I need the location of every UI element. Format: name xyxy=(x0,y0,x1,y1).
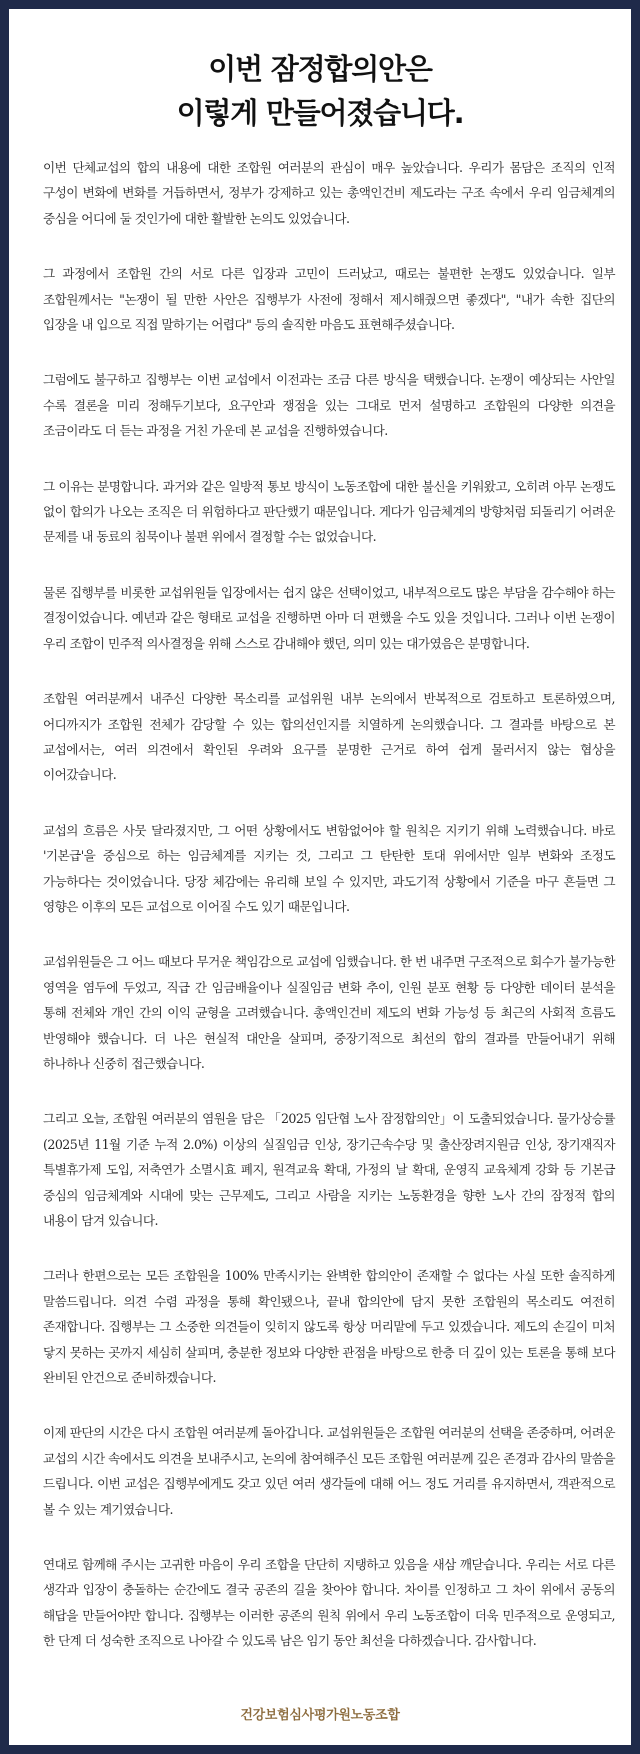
title-line-2: 이렇게 만들어졌습니다. xyxy=(176,96,464,130)
paragraph: 이제 판단의 시간은 다시 조합원 여러분께 돌아갑니다. 교섭위원들은 조합원 여러분의 선택을 존중하며, 어려운 교섭의 시간 속에서도 의견을 보내주시고, 논의에 참여해주신 모든 조합원 여러분께 깊은 존경과 감사의 말씀을 드립니다. 이번 교섭은 집행부에게도 갖고 있던 여러 생각들에 대해 어느 정도 거리를 유지하면서, 객관적으로 볼 수 있는 계기였습니다. xyxy=(43,1425,615,1517)
paragraph: 물론 집행부를 비롯한 교섭위원들 입장에서는 쉽지 않은 선택이었고, 내부적으로도 많은 부담을 감수해야 하는 결정이었습니다. 예년과 같은 형태로 교섭을 진행하면 아마 더 편했을 수도 있을 것입니다. 그러나 이번 논쟁이 우리 조합이 민주적 의사결정을 위해 스스로 감내해야 했던, 의미 있는 대가였음은 분명합니다. xyxy=(43,584,615,651)
letter-body xyxy=(43,155,615,1684)
paragraph: 그리고 오늘, 조합원 여러분의 염원을 담은 「2025 임단협 노사 잠정합의안」이 도출되었습니다. 물가상승률(2025년 11월 기준 누적 2.0%) 이상의 실질임금 인상, 장기근속수당 및 출산장려지원금 인상, 장기재직자 특별휴가제 도입, 저축연가 소멸시효 폐지, 원격교육 확대, 가정의 날 확대, 운영직 교육체계 강화 등 기본급 중심의 임금체계와 시대에 맞는 근무제도, 그리고 사람을 지키는 노동환경을 향한 노사 간의 잠정적 합의 내용이 담겨 있습니다. xyxy=(43,1111,615,1228)
paragraph: 이번 단체교섭의 합의 내용에 대한 조합원 여러분의 관심이 매우 높았습니다. 우리가 몸담은 조직의 인적 구성이 변화에 변화를 거듭하면서, 정부가 강제하고 있는 총액인건비 제도라는 구조 속에서 우리 임금체계의 중심을 어디에 둘 것인가에 대한 활발한 논의도 있었습니다. xyxy=(43,160,615,226)
title-line-1: 이번 잠정합의안은 xyxy=(208,52,432,86)
paragraph: 그 과정에서 조합원 간의 서로 다른 입장과 고민이 드러났고, 때로는 불편한 논쟁도 있었습니다. 일부 조합원께서는 "논쟁이 될 만한 사안은 집행부가 사전에 정해서 제시해줬으면 좋겠다", "내가 속한 집단의 입장을 내 입으로 직접 말하기는 어렵다" 등의 솔직한 마음도 표현해주셨습니다. xyxy=(43,266,615,333)
paragraph: 교섭위원들은 그 어느 때보다 무거운 책임감으로 교섭에 임했습니다. 한 번 내주면 구조적으로 회수가 불가능한 영역을 염두에 두었고, 직급 간 임금배율이나 실질임금 변화 추이, 인원 분포 현황 등 다양한 데이터 분석을 통해 전체와 개인 간의 이익 균형을 고려했습니다. 총액인건비 제도의 변화 가능성 등 최근의 사회적 흐름도 반영해야 했습니다. 더 나은 현실적 대안을 살피며, 중장기적으로 최선의 합의 결과를 만들어내기 위해 하나하나 신중히 접근했습니다. xyxy=(43,954,615,1071)
union-signature: 건강보험심사평가원노동조합 xyxy=(240,1708,400,1723)
paragraph: 그러나 한편으로는 모든 조합원을 100% 만족시키는 완벽한 합의안이 존재할 수 없다는 사실 또한 솔직하게 말씀드립니다. 의견 수렴 과정을 통해 확인됐으나, 끝내 합의안에 담지 못한 조합원의 목소리도 여전히 존재합니다. 집행부는 그 소중한 의견들이 잊히지 않도록 항상 머리맡에 두고 있겠습니다. 제도의 손길이 미처 닿지 못하는 곳까지 세심히 살피며, 충분한 정보와 다양한 관점을 바탕으로 한층 더 깊이 있는 토론을 통해 보다 완비된 안건으로 준비하겠습니다. xyxy=(43,1268,615,1386)
paragraph: 그 이유는 분명합니다. 과거와 같은 일방적 통보 방식이 노동조합에 대한 불신을 키워왔고, 오히려 아무 논쟁도 없이 합의가 나오는 조직은 더 위험하다고 판단했기 때문입니다. 게다가 임금체계의 방향처럼 되돌리기 어려운 문제를 내 동료의 침묵이나 불편 위에서 결정할 수는 없었습니다. xyxy=(43,478,615,545)
paragraph: 그럼에도 불구하고 집행부는 이번 교섭에서 이전과는 조금 다른 방식을 택했습니다. 논쟁이 예상되는 사안일 수록 결론을 미리 정해두기보다, 요구안과 쟁점을 있는 그대로 먼저 설명하고 조합원의 다양한 의견을 조금이라도 더 듣는 과정을 거친 가운데 본 교섭을 진행하였습니다. xyxy=(43,372,615,439)
paragraph: 교섭의 흐름은 사뭇 달라졌지만, 그 어떤 상황에서도 변함없어야 할 원칙은 지키기 위해 노력했습니다. 바로 '기본급'을 중심으로 하는 임금체계를 지키는 것, 그리고 그 탄탄한 토대 위에서만 일부 변화와 조정도 가능하다는 것이었습니다. 당장 체감에는 유리해 보일 수 있지만, 과도기적 상황에서 기준을 마구 흔들면 그 영향은 이후의 모든 교섭으로 이어질 수도 있기 때문입니다. xyxy=(43,822,615,914)
paragraph: 연대로 함께해 주시는 고귀한 마음이 우리 조합을 단단히 지탱하고 있음을 새삼 깨닫습니다. 우리는 서로 다른 생각과 입장이 충돌하는 순간에도 결국 공존의 길을 찾아야 합니다. 차이를 인정하고 그 차이 위에서 공동의 해답을 만들어야만 합니다. 집행부는 이러한 공존의 원칙 위에서 우리 노동조합이 더욱 민주적으로 운영되고, 한 단계 더 성숙한 조직으로 나아갈 수 있도록 남은 임기 동안 최선을 다하겠습니다. 감사합니다. xyxy=(43,1557,615,1649)
page-title xyxy=(9,47,631,135)
paragraph: 조합원 여러분께서 내주신 다양한 목소리를 교섭위원 내부 논의에서 반복적으로 검토하고 토론하였으며, 어디까지가 조합원 전체가 감당할 수 있는 합의선인지를 치열하게 논의했습니다. 그 결과를 바탕으로 본 교섭에서는, 여러 의견에서 확인된 우려와 요구를 분명한 근거로 하여 쉽게 물러서지 않는 협상을 이어갔습니다. xyxy=(43,691,615,783)
